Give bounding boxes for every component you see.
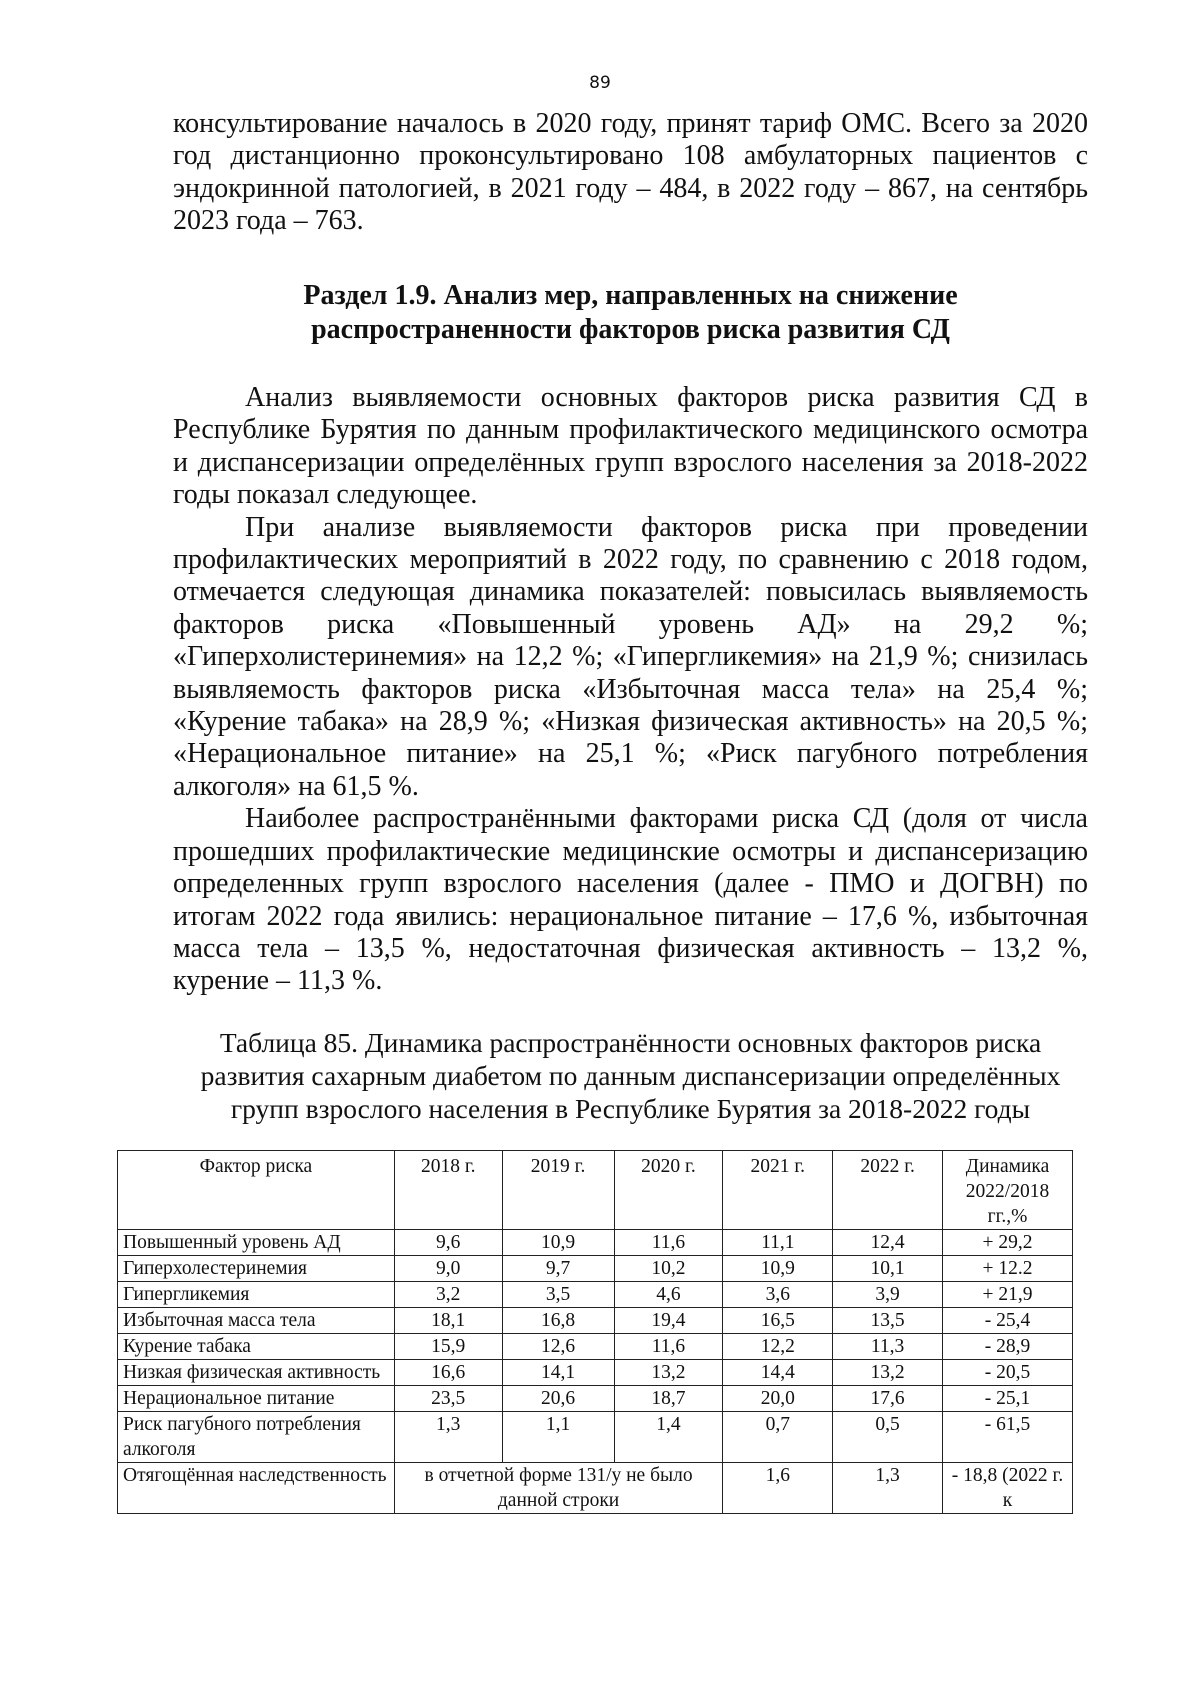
cell-2022: 10,1: [833, 1256, 943, 1282]
section-title-line-1: Раздел 1.9. Анализ мер, направленных на снижение: [303, 280, 958, 311]
paragraph-dynamics: При анализе выявляемости факторов риска при проведении профилактических мероприятий в 2022 году, по сравнению с 2018 годом, отмечается следующая динамика показателей: повысилась выявляемость факторов риска «Повышенный уровень АД» на 29,2 %; «Гиперхолистеринемия» на 12,2 %; «Гипергликемия» на 21,9 %; снизилась выявляемость факторов риска «Избыточная масса тела» на 25,4 %; «Курение табака» на 28,9 %; «Низкая физическая активность» на 20,5 %; «Нерациональное питание» на 25,1 %; «Риск пагубного потребления алкоголя» на 61,5 %.: [173, 511, 1088, 802]
cell-2019: 10,9: [502, 1230, 614, 1256]
cell-2020: 13,2: [614, 1360, 723, 1386]
table-row: [118, 1308, 1073, 1334]
cell-2019: 16,8: [502, 1308, 614, 1334]
cell-2022: 11,3: [833, 1334, 943, 1360]
cell-2019: 12,6: [502, 1334, 614, 1360]
cell-2018: 9,0: [394, 1256, 502, 1282]
cell-2021: 0,7: [723, 1412, 833, 1463]
header-2020: 2020 г.: [614, 1151, 723, 1230]
cell-2020: 4,6: [614, 1282, 723, 1308]
table-caption-line-2: развития сахарным диабетом по данным диспансеризации определённых: [200, 1060, 1061, 1091]
header-dynamics: Динамика 2022/2018 гг.,%: [943, 1151, 1073, 1230]
section-title: [173, 279, 1088, 347]
cell-factor: Низкая физическая активность: [118, 1360, 395, 1386]
cell-2022: 13,2: [833, 1360, 943, 1386]
risk-factors-table: [117, 1150, 1073, 1514]
cell-dynamics: - 20,5: [943, 1360, 1073, 1386]
cell-2018: 23,5: [394, 1386, 502, 1412]
cell-2021: 20,0: [723, 1386, 833, 1412]
table-row-heredity: [118, 1463, 1073, 1514]
cell-2018: 16,6: [394, 1360, 502, 1386]
table-row: [118, 1256, 1073, 1282]
cell-2019: 3,5: [502, 1282, 614, 1308]
cell-2022: 1,3: [833, 1463, 943, 1514]
table-caption: [173, 1026, 1088, 1125]
cell-factor: Гипергликемия: [118, 1282, 395, 1308]
cell-2020: 19,4: [614, 1308, 723, 1334]
table-row: [118, 1334, 1073, 1360]
cell-dynamics: - 25,4: [943, 1308, 1073, 1334]
cell-2020: 1,4: [614, 1412, 723, 1463]
header-2021: 2021 г.: [723, 1151, 833, 1230]
table-row: [118, 1282, 1073, 1308]
table-header-row: [118, 1151, 1073, 1230]
cell-2022: 17,6: [833, 1386, 943, 1412]
table-row: [118, 1412, 1073, 1463]
section-title-line-2: распространенности факторов риска развития СД: [311, 314, 950, 345]
cell-factor: Гиперхолестеринемия: [118, 1256, 395, 1282]
cell-2022: 0,5: [833, 1412, 943, 1463]
table-caption-line-3: групп взрослого населения в Республике Бурятия за 2018-2022 годы: [230, 1093, 1031, 1124]
cell-dynamics: - 61,5: [943, 1412, 1073, 1463]
cell-2020: 18,7: [614, 1386, 723, 1412]
cell-2021: 10,9: [723, 1256, 833, 1282]
cell-2019: 20,6: [502, 1386, 614, 1412]
table-row: [118, 1360, 1073, 1386]
cell-dynamics: + 29,2: [943, 1230, 1073, 1256]
cell-2021: 12,2: [723, 1334, 833, 1360]
cell-factor: Риск пагубного потребления алкоголя: [118, 1412, 395, 1463]
cell-merged-note: в отчетной форме 131/у не было данной строки: [394, 1463, 723, 1514]
cell-dynamics: + 12.2: [943, 1256, 1073, 1282]
table-row: [118, 1230, 1073, 1256]
paragraph-most-common-factors: Наиболее распространёнными факторами риска СД (доля от числа прошедших профилактические медицинские осмотры и диспансеризацию определенных групп взрослого населения (далее - ПМО и ДОГВН) по итогам 2022 года явились: нерациональное питание – 17,6 %, избыточная масса тела – 13,5 %, недостаточная физическая активность – 13,2 %, курение – 11,3 %.: [173, 803, 1088, 997]
cell-factor: Нерациональное питание: [118, 1386, 395, 1412]
cell-factor: Повышенный уровень АД: [118, 1230, 395, 1256]
page-number: 89: [589, 73, 611, 93]
header-2019: 2019 г.: [502, 1151, 614, 1230]
cell-dynamics: - 18,8 (2022 г. к: [943, 1463, 1073, 1514]
intro-paragraph: консультирование началось в 2020 году, принят тариф ОМС. Всего за 2020 год дистанционно проконсультировано 108 амбулаторных пациентов с эндокринной патологией, в 2021 году – 484, в 2022 году – 867, на сентябрь 2023 года – 763.: [173, 108, 1088, 237]
cell-factor: Курение табака: [118, 1334, 395, 1360]
cell-2022: 3,9: [833, 1282, 943, 1308]
table-caption-line-1: Таблица 85. Динамика распространённости основных факторов риска: [219, 1027, 1042, 1058]
cell-2022: 13,5: [833, 1308, 943, 1334]
cell-dynamics: - 25,1: [943, 1386, 1073, 1412]
cell-2018: 9,6: [394, 1230, 502, 1256]
header-risk-factor: Фактор риска: [118, 1151, 395, 1230]
cell-2018: 1,3: [394, 1412, 502, 1463]
header-2018: 2018 г.: [394, 1151, 502, 1230]
cell-2018: 15,9: [394, 1334, 502, 1360]
cell-2018: 3,2: [394, 1282, 502, 1308]
cell-2018: 18,1: [394, 1308, 502, 1334]
header-2022: 2022 г.: [833, 1151, 943, 1230]
cell-factor: Отягощённая наследственность: [118, 1463, 395, 1514]
cell-dynamics: + 21,9: [943, 1282, 1073, 1308]
cell-2020: 10,2: [614, 1256, 723, 1282]
cell-2020: 11,6: [614, 1230, 723, 1256]
analysis-text-block: [173, 382, 1088, 998]
table-row: [118, 1386, 1073, 1412]
cell-2020: 11,6: [614, 1334, 723, 1360]
cell-2022: 12,4: [833, 1230, 943, 1256]
cell-2021: 1,6: [723, 1463, 833, 1514]
cell-2021: 16,5: [723, 1308, 833, 1334]
paragraph-analysis-intro: Анализ выявляемости основных факторов риска развития СД в Республике Бурятия по данным профилактического медицинского осмотра и диспансеризации определённых групп взрослого населения за 2018-2022 годы показал следующее.: [173, 382, 1088, 511]
cell-2021: 3,6: [723, 1282, 833, 1308]
cell-2019: 1,1: [502, 1412, 614, 1463]
cell-2019: 9,7: [502, 1256, 614, 1282]
intro-paragraph-block: [173, 108, 1088, 238]
cell-2019: 14,1: [502, 1360, 614, 1386]
cell-factor: Избыточная масса тела: [118, 1308, 395, 1334]
cell-2021: 14,4: [723, 1360, 833, 1386]
cell-2021: 11,1: [723, 1230, 833, 1256]
cell-dynamics: - 28,9: [943, 1334, 1073, 1360]
